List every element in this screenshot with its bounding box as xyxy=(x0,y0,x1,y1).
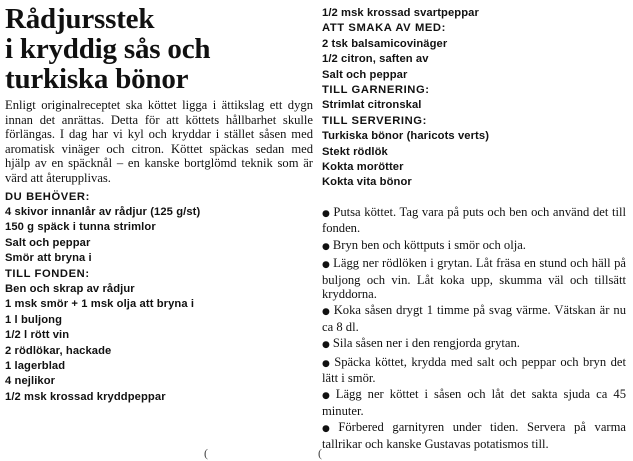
ingredient-item: 1/2 msk krossad kryddpeppar xyxy=(5,390,166,403)
section-heading: TILL GARNERING: xyxy=(322,84,430,97)
left-column xyxy=(5,4,313,405)
step-text: Lägg ner köttet i såsen och låt det sakta sjuda ca 45 minuter. xyxy=(322,387,626,418)
ingredients-att-smaka xyxy=(322,21,626,83)
ingredient-item: Kokta morötter xyxy=(322,161,404,174)
section-heading: TILL SERVERING: xyxy=(322,114,427,127)
step-text: Lägg ner rödlöken i grytan. Låt fräsa en stund och häll på buljong och vin. Låt koka upp, skumma väl och tillsätt kryddorna. xyxy=(322,256,626,301)
instruction-step xyxy=(322,303,626,334)
recipe-title xyxy=(5,4,313,94)
title-line: turkiska bönor xyxy=(5,63,189,95)
ingredient-item: Salt och peppar xyxy=(322,68,408,81)
ingredients-till-servering xyxy=(322,114,626,191)
ingredient-item: 2 tsk balsamicovinäger xyxy=(322,37,448,50)
step-text: Sila såsen ner i den rengjorda grytan. xyxy=(332,336,520,351)
bullet-icon: ● xyxy=(322,307,331,318)
section-heading: DU BEHÖVER: xyxy=(5,190,90,203)
ingredients-till-garnering xyxy=(322,83,626,114)
ingredient-item: 1 msk smör + 1 msk olja att bryna i xyxy=(5,298,195,311)
bullet-icon: ● xyxy=(322,391,333,402)
ingredient-item: Stekt rödlök xyxy=(322,145,388,158)
bullet-icon: ● xyxy=(322,208,331,219)
section-heading: ATT SMAKA AV MED: xyxy=(322,22,446,35)
ingredient-item: 1 l buljong xyxy=(5,313,63,326)
instruction-step xyxy=(322,256,626,301)
ingredient-item: Strimlat citronskal xyxy=(322,99,422,112)
bullet-icon: ● xyxy=(322,241,330,252)
step-text: Koka såsen drygt 1 timme på svag värme. Vätskan är nu ca 8 dl. xyxy=(322,303,627,334)
ingredient-item: Turkiska bönor (haricots verts) xyxy=(322,130,490,143)
ingredient-item: Salt och peppar xyxy=(5,236,91,249)
step-text: Förbered garnityren under tiden. Servera på varma tallrikar och kanske Gustavas potatismos till. xyxy=(322,420,627,451)
ingredient-item: 1 lagerblad xyxy=(5,360,66,373)
bullet-icon: ● xyxy=(322,340,330,351)
ingredient-item: Smör att bryna i xyxy=(5,252,92,265)
ingredient-item: 1/2 citron, saften av xyxy=(322,53,429,66)
bullet-icon: ● xyxy=(322,358,332,369)
ingredients-du-behover xyxy=(5,190,313,267)
right-column xyxy=(322,6,626,453)
title-line: Rådjursstek xyxy=(5,3,155,35)
scan-mark: ( xyxy=(204,446,208,460)
instruction-step xyxy=(322,387,626,418)
step-text: Späcka köttet, krydda med salt och peppar och bryn det lätt i smör. xyxy=(322,354,627,385)
scan-mark: ( xyxy=(318,446,322,460)
ingredient-item: 4 nejlikor xyxy=(5,375,56,388)
bullet-icon: ● xyxy=(322,424,336,435)
title-line: i kryddig sås och xyxy=(5,33,211,65)
ingredients-till-fonden xyxy=(5,267,313,406)
instruction-step xyxy=(322,238,626,254)
step-text: Putsa köttet. Tag vara på puts och ben och använd det till fonden. xyxy=(322,204,626,236)
step-text: Bryn ben och köttputs i smör och olja. xyxy=(332,237,526,252)
section-heading: TILL FONDEN: xyxy=(5,267,90,280)
instruction-step xyxy=(322,205,626,236)
instruction-step xyxy=(322,420,626,451)
instruction-step xyxy=(322,355,626,386)
ingredient-item: 150 g späck i tunna strimlor xyxy=(5,221,156,234)
bullet-icon: ● xyxy=(322,260,331,271)
instruction-steps xyxy=(322,205,626,451)
ingredient-item: 1/2 l rött vin xyxy=(5,329,70,342)
ingredient-item: 1/2 msk krossad svartpeppar xyxy=(322,7,479,19)
instruction-step xyxy=(322,336,626,352)
intro-paragraph: Enligt originalreceptet ska köttet ligga i ättikslag ett dygn innan det anrättas. Detta för att köttets hållbarhet skulle förlängas. I dag har vi kyl och kryddar i stället såsen med aromatisk vinäger och citron. Köttet späckas sedan med hjälp av en späcknål – en kanske bortglömd teknik som är värd att återupplivas. xyxy=(5,98,313,185)
ingredient-item: 2 rödlökar, hackade xyxy=(5,344,112,357)
ingredient-item: 4 skivor innanlår av rådjur (125 g/st) xyxy=(5,205,201,218)
ingredient-item: Kokta vita bönor xyxy=(322,176,412,189)
ingredient-item: Ben och skrap av rådjur xyxy=(5,283,135,295)
